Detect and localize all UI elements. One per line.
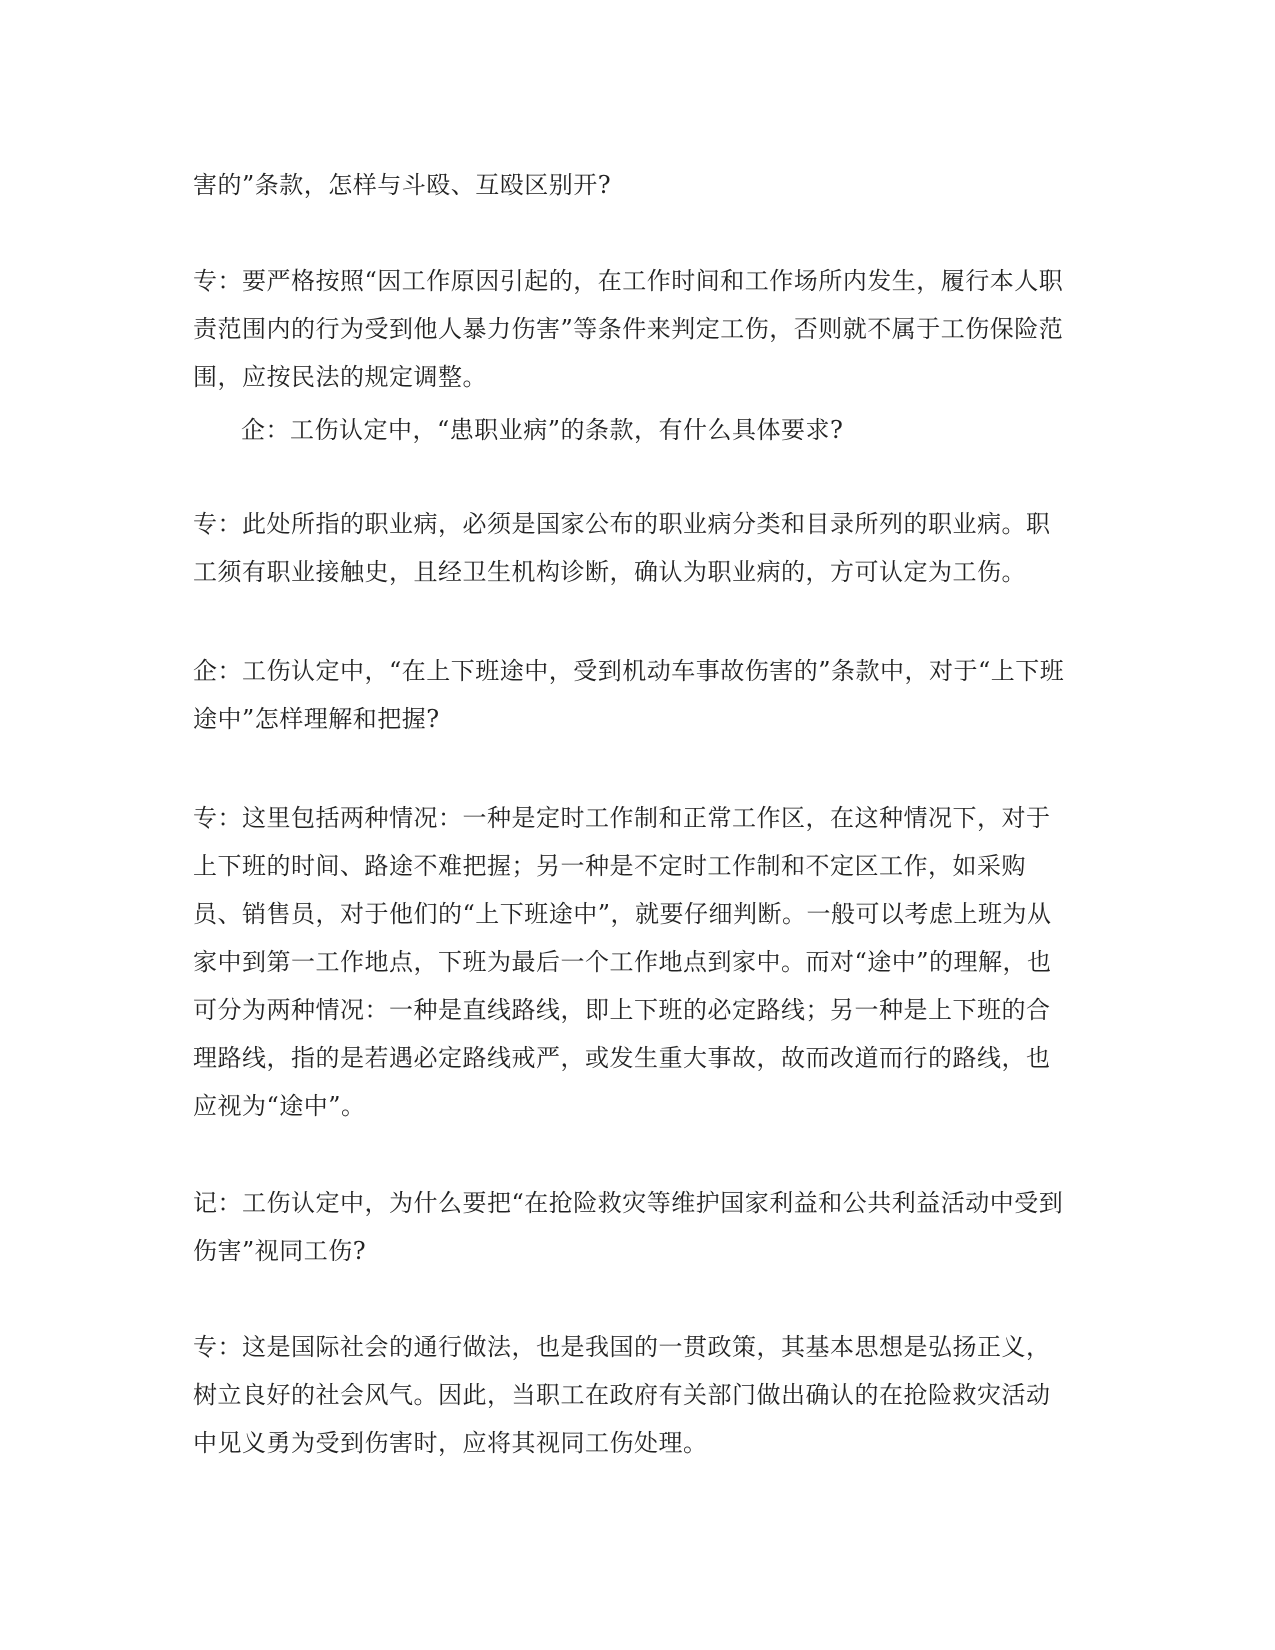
paragraph-enterprise-question: 企：工伤认定中，“患职业病”的条款，有什么具体要求? — [241, 416, 844, 444]
paragraph-expert-answer: 专：这里包括两种情况：一种是定时工作制和正常工作区，在这种情况下，对于上下班的时间、路途不难把握；另一种是不定时工作制和不定区工作，如采购员、销售员，对于他们的“上下班途中”，就要仔细判断。一般可以考虑上班为从家中到第一工作地点，下班为最后一个工作地点到家中。而对“途中”的理解，也可分为两种情况：一种是直线路线，即上下班的必定路线；另一种是上下班的合理路线，指的是若遇必定路线戒严，或发生重大事故，故而改道而行的路线，也应视为“途中”。 — [193, 804, 1052, 1120]
paragraph-expert-answer: 专：这是国际社会的通行做法，也是我国的一贯政策，其基本思想是弘扬正义，树立良好的社会风气。因此，当职工在政府有关部门做出确认的在抢险救灾活动中见义勇为受到伤害时，应将其视同工伤处理。 — [193, 1333, 1051, 1457]
paragraph-expert-answer: 专：要严格按照“因工作原因引起的，在工作时间和工作场所内发生，履行本人职责范围内的行为受到他人暴力伤害”等条件来判定工伤，否则就不属于工伤保险范围，应按民法的规定调整。 — [193, 267, 1064, 391]
paragraph-continuation: 害的”条款，怎样与斗殴、互殴区别开? — [193, 171, 612, 199]
paragraph-reporter-question: 记：工伤认定中，为什么要把“在抢险救灾等维护国家利益和公共利益活动中受到伤害”视同工伤? — [193, 1189, 1064, 1265]
paragraph-enterprise-question: 企：工伤认定中，“在上下班途中，受到机动车事故伤害的”条款中，对于“上下班途中”怎样理解和把握? — [193, 657, 1065, 733]
paragraph-expert-answer: 专：此处所指的职业病，必须是国家公布的职业病分类和目录所列的职业病。职工须有职业接触史，且经卫生机构诊断，确认为职业病的，方可认定为工伤。 — [193, 510, 1051, 586]
